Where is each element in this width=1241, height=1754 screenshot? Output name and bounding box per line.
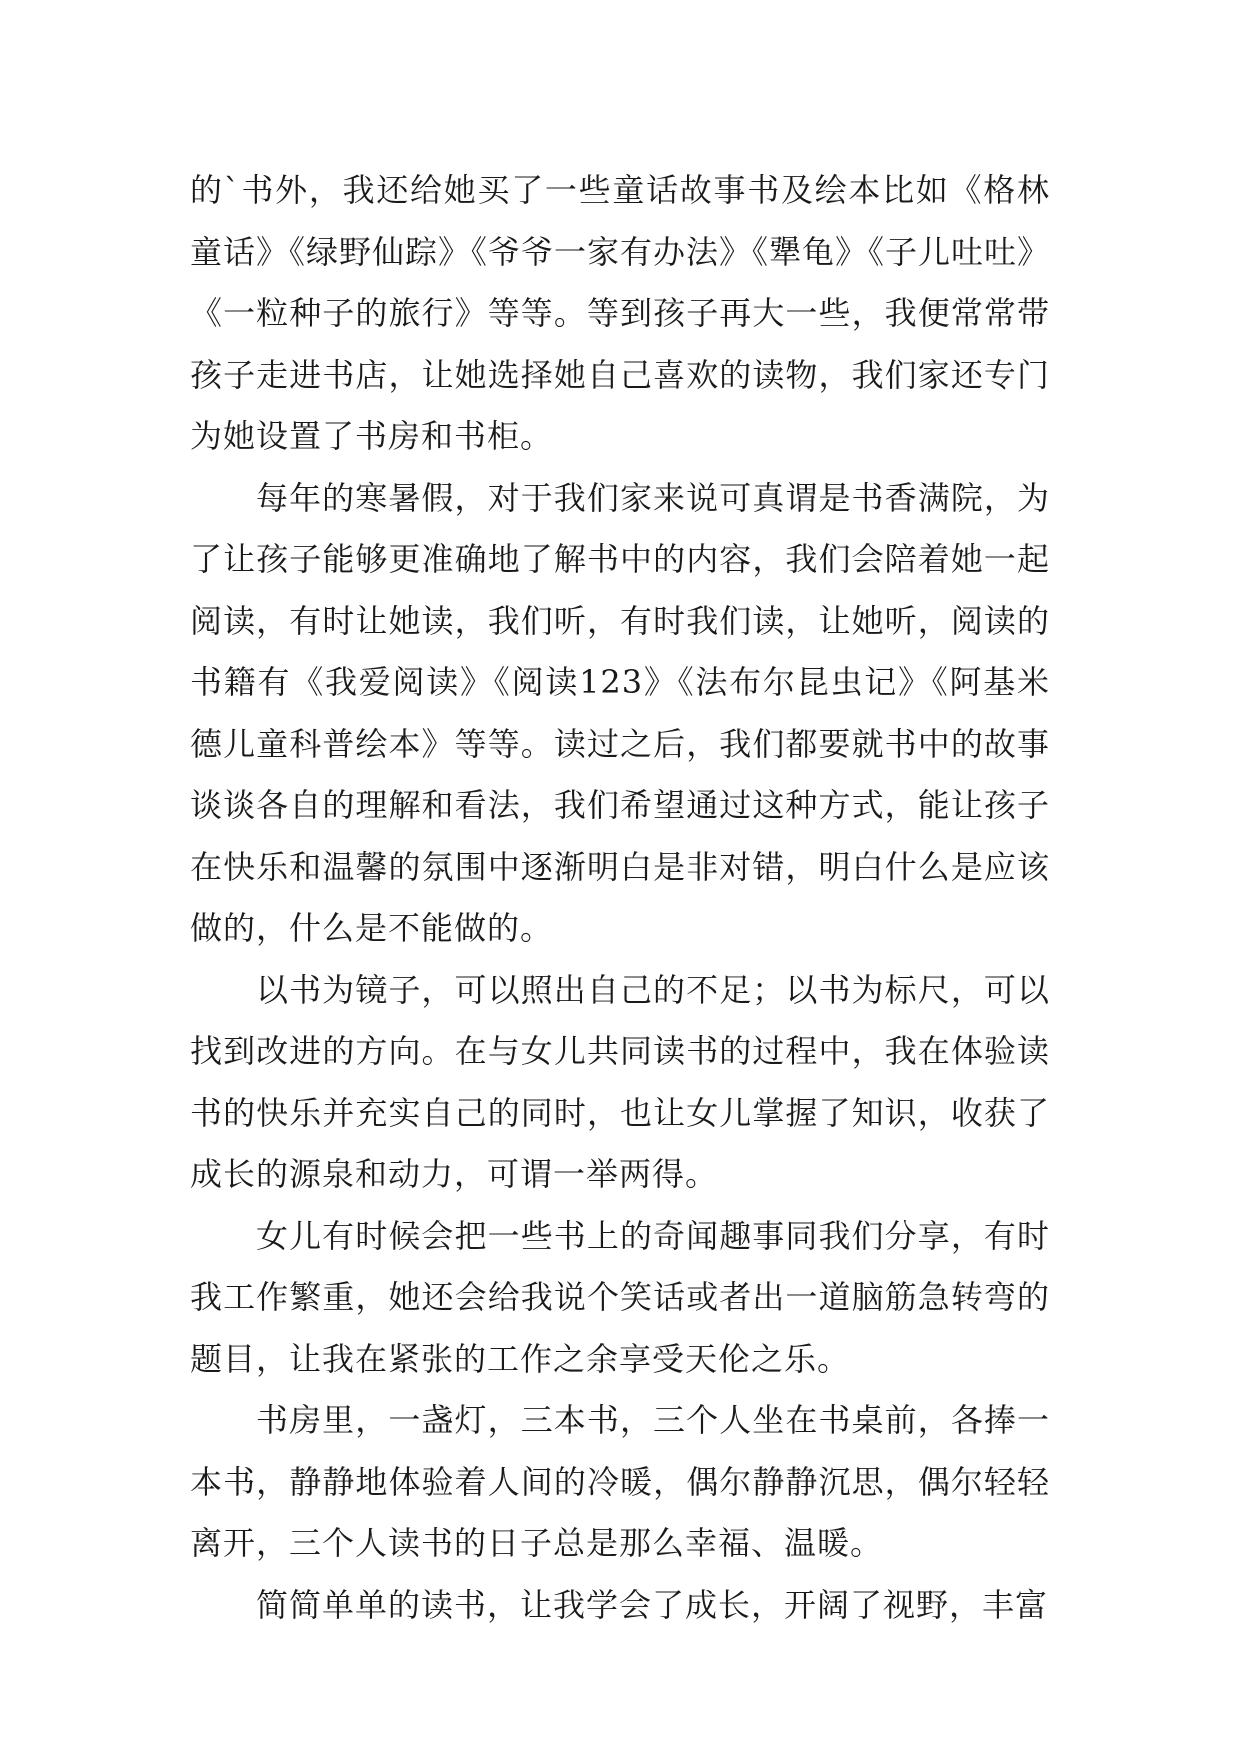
paragraph-5: 书房里，一盏灯，三本书，三个人坐在书桌前，各捧一本书，静静地体验着人间的冷暖，偶尔静静沉思，偶尔轻轻离开，三个人读书的日子总是那么幸福、温暖。 (190, 1401, 1050, 1562)
document-body (190, 160, 1050, 1636)
paragraph-6: 简简单单的读书，让我学会了成长，开阔了视野，丰富 (256, 1585, 1049, 1624)
paragraph-1: 的`书外，我还给她买了一些童话故事书及绘本比如《格林童话》《绿野仙踪》《爷爷一家有办法》《犟龟》《子儿吐吐》《一粒种子的旅行》等等。等到孩子再大一些，我便常常带孩子走进书店，让她选择她自己喜欢的读物，我们家还专门为她设置了书房和书柜。 (190, 171, 1051, 455)
paragraph-2: 每年的寒暑假，对于我们家来说可真谓是书香满院，为了让孩子能够更准确地了解书中的内容，我们会陪着她一起阅读，有时让她读，我们听，有时我们读，让她听，阅读的书籍有《我爱阅读》《阅读123》《法布尔昆虫记》《阿基米德儿童科普绘本》等等。读过之后，我们都要就书中的故事谈谈各自的理解和看法，我们希望通过这种方式，能让孩子在快乐和温馨的氛围中逐渐明白是非对错，明白什么是应该做的，什么是不能做的。 (190, 478, 1050, 947)
paragraph-4: 女儿有时候会把一些书上的奇闻趣事同我们分享，有时我工作繁重，她还会给我说个笑话或者出一道脑筋急转弯的题目，让我在紧张的工作之余享受天伦之乐。 (190, 1216, 1050, 1378)
paragraph-3: 以书为镜子，可以照出自己的不足；以书为标尺，可以找到改进的方向。在与女儿共同读书的过程中，我在体验读书的快乐并充实自己的同时，也让女儿掌握了知识，收获了成长的源泉和动力，可谓一举两得。 (190, 970, 1050, 1193)
